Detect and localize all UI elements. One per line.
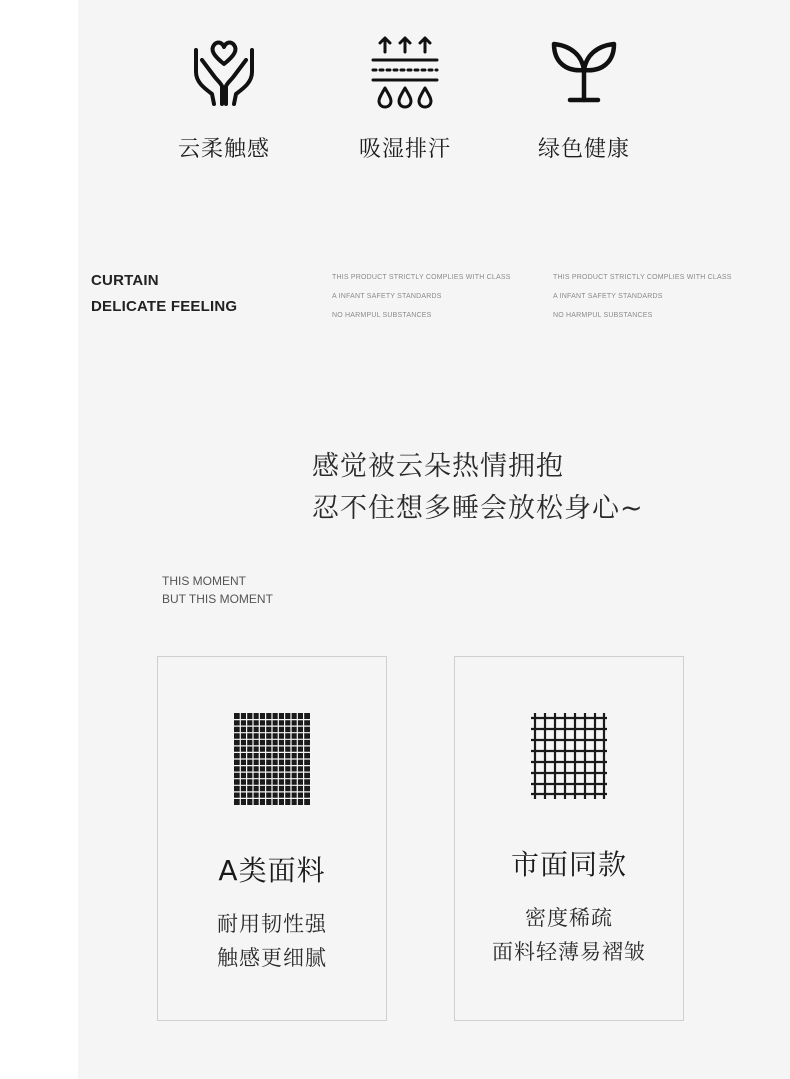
moisture-wicking-icon (335, 30, 475, 110)
fine-print-line: THIS PRODUCT STRICTLY COMPLIES WITH CLASS (553, 274, 732, 281)
card-line: 密度稀疏 (525, 906, 613, 930)
moment-caption (162, 572, 273, 608)
fine-print-right (553, 268, 732, 325)
feature-label: 云柔触感 (177, 137, 270, 162)
curtain-heading (91, 268, 237, 320)
fine-print-left (332, 268, 511, 325)
fine-print-line: NO HARMPUL SUBSTANCES (332, 312, 432, 319)
hands-heart-icon (154, 30, 294, 110)
sparse-weave-icon (455, 713, 683, 799)
feature-label: 吸湿排汗 (358, 137, 451, 162)
dense-weave-icon (158, 713, 386, 805)
comparison-card-a-class (157, 656, 387, 1021)
fine-print-line: A INFANT SAFETY STANDARDS (553, 293, 663, 300)
feature-label: 绿色健康 (537, 137, 630, 162)
moment-line: THIS MOMENT (162, 574, 246, 588)
card-line: 触感更细腻 (217, 946, 327, 970)
comparison-card-market (454, 656, 684, 1021)
card-line: 面料轻薄易褶皱 (492, 940, 646, 964)
curtain-heading-line: DELICATE FEELING (91, 298, 238, 315)
fine-print-line: A INFANT SAFETY STANDARDS (332, 293, 442, 300)
fine-print-line: NO HARMPUL SUBSTANCES (553, 312, 653, 319)
card-line: 耐用韧性强 (217, 912, 327, 936)
feature-moisture-wicking (335, 30, 475, 163)
card-title: A类面料 (218, 854, 326, 887)
slogan (312, 446, 644, 530)
feature-green-healthy (514, 30, 654, 163)
moment-line: BUT THIS MOMENT (162, 592, 273, 606)
fine-print-line: THIS PRODUCT STRICTLY COMPLIES WITH CLASS (332, 274, 511, 281)
feature-soft-touch (154, 30, 294, 163)
slogan-line: 忍不住想多睡会放松身心~ (312, 493, 644, 524)
card-title: 市面同款 (510, 848, 627, 881)
slogan-line: 感觉被云朵热情拥抱 (312, 451, 564, 482)
sprout-icon (514, 30, 654, 110)
curtain-heading-line: CURTAIN (91, 272, 159, 289)
